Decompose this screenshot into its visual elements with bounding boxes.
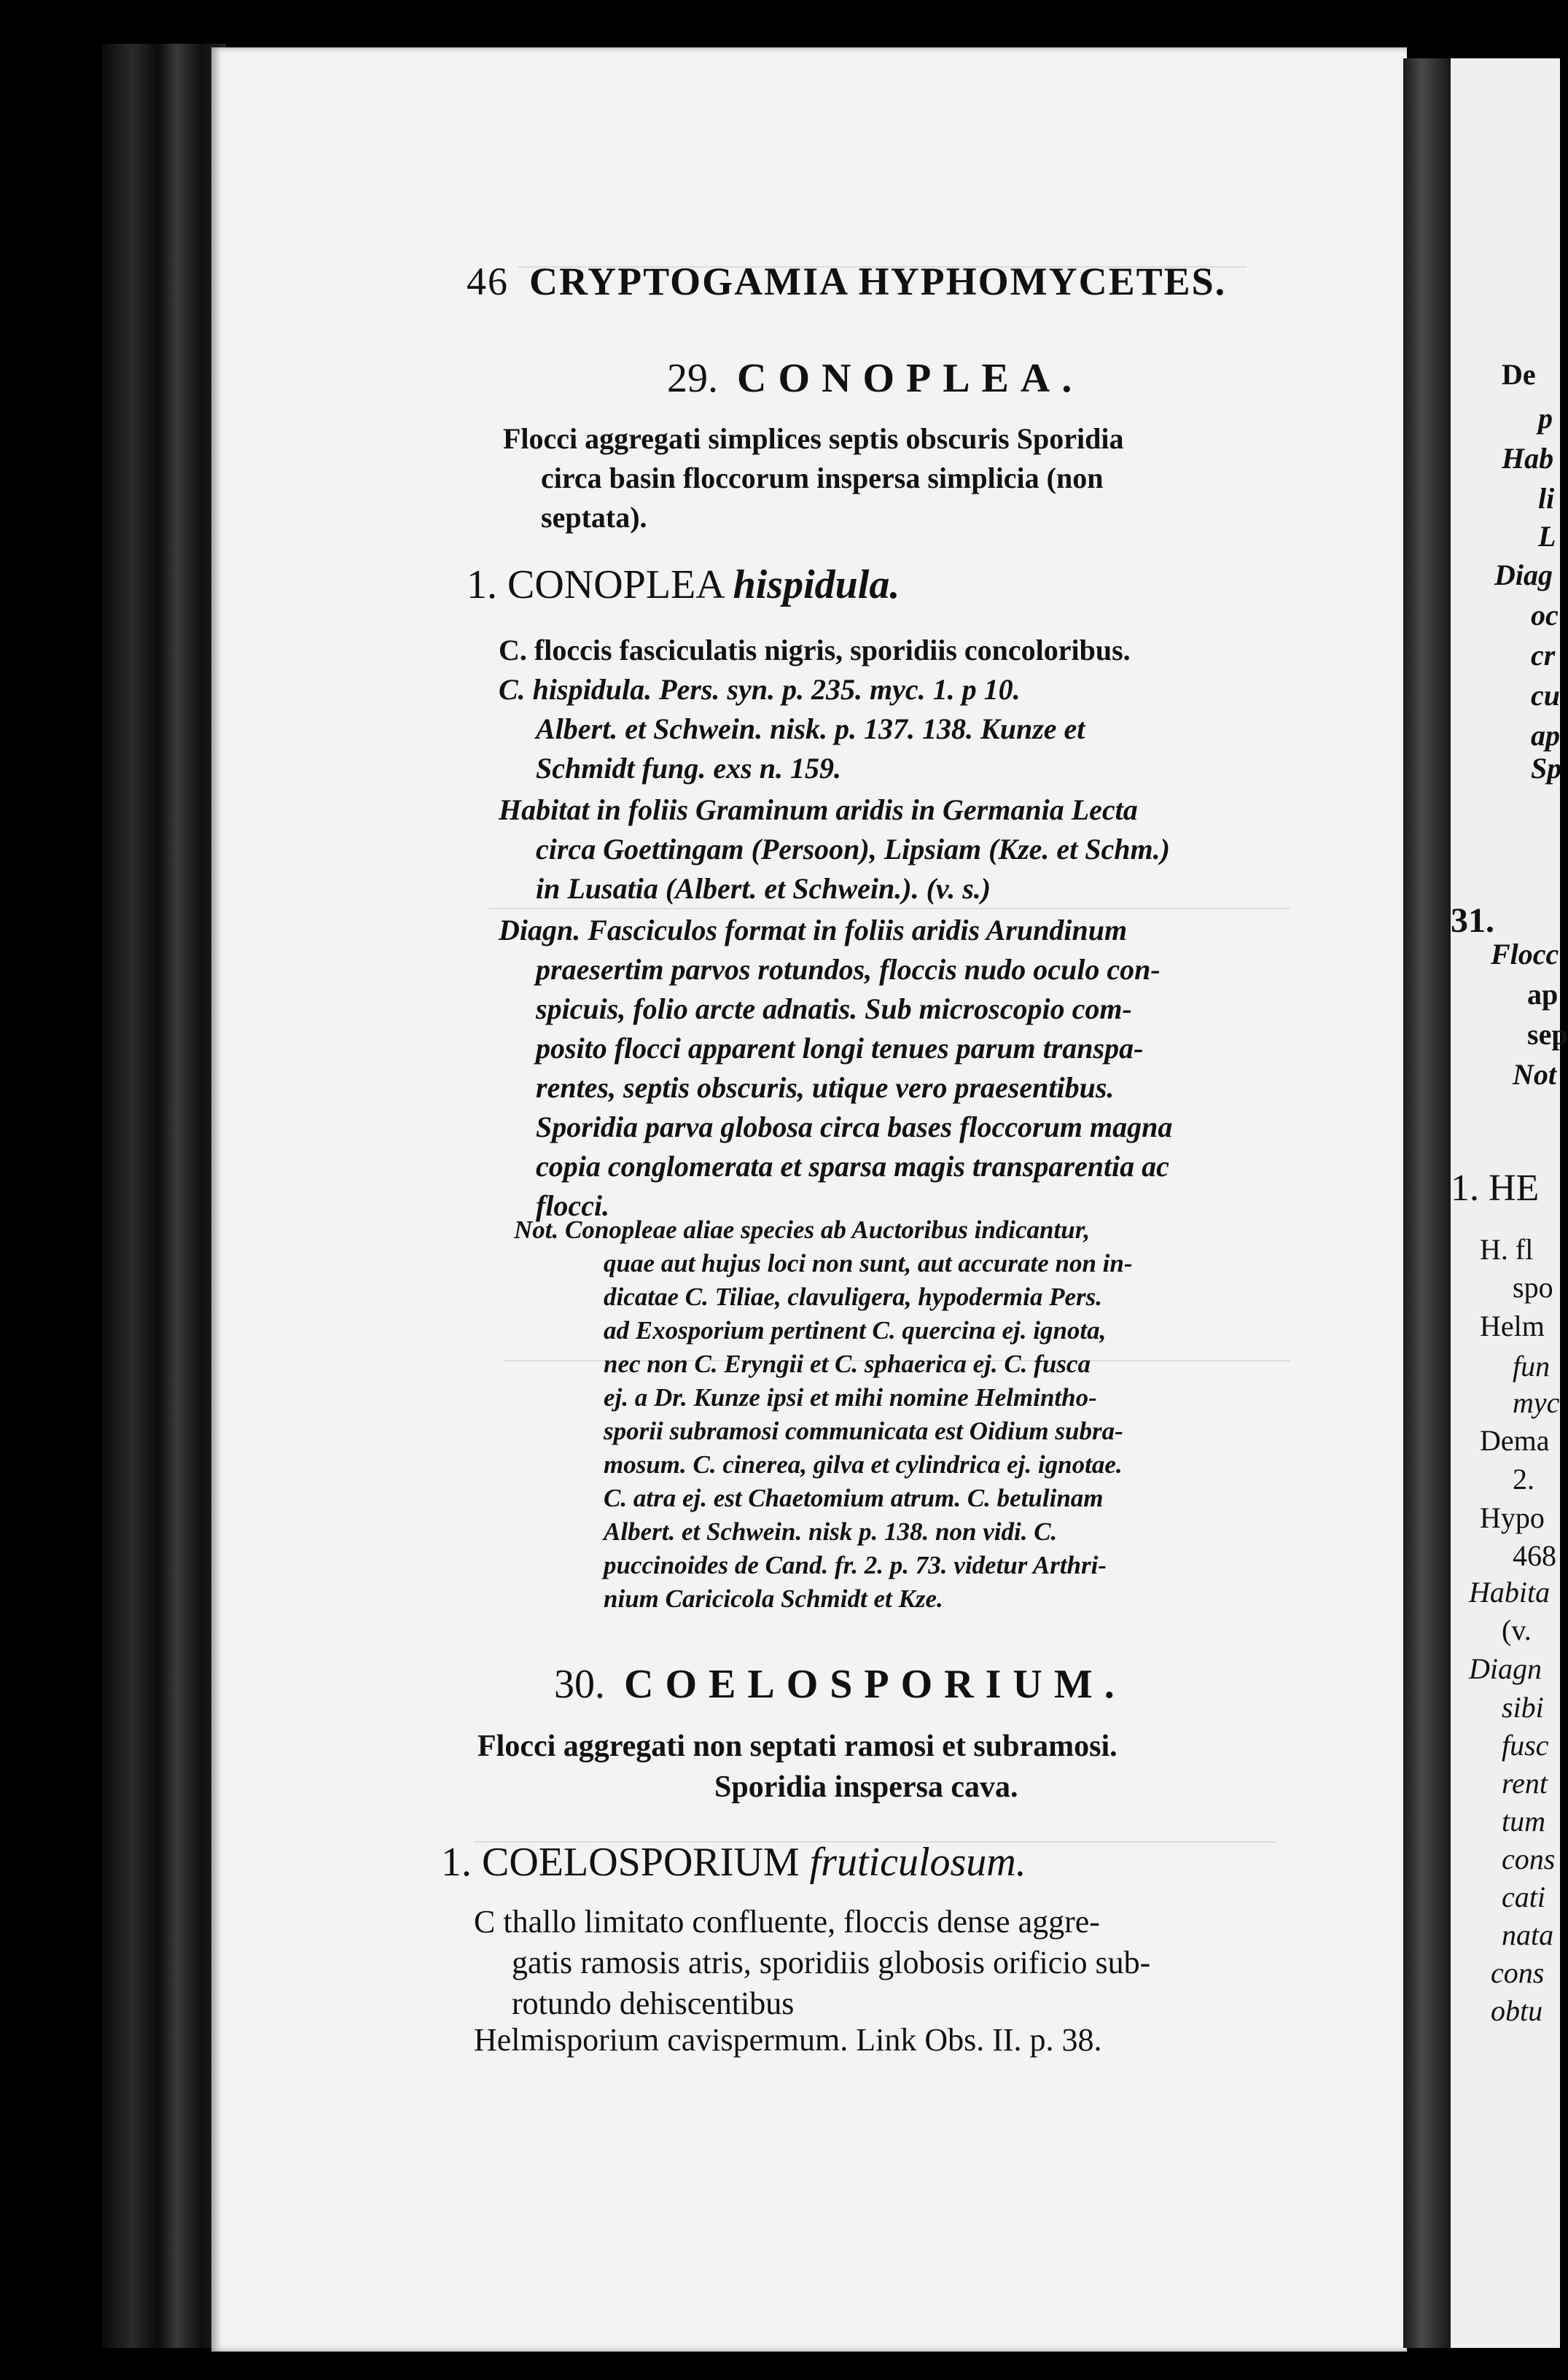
genus-diagnosis-line: circa basin floccorum inspersa simplicia (non (541, 462, 1104, 494)
note-line: nec non C. Eryngii et C. sphaerica ej. C. fusca (604, 1350, 1091, 1378)
facing-page-fragment: Not (1513, 1058, 1556, 1091)
species-number: 1. (467, 562, 497, 607)
facing-page-fragment: Sp (1531, 752, 1562, 785)
species-genus: CONOPLEA (507, 562, 723, 607)
note-line: ad Exosporium pertinent C. quercina ej. ignota, (604, 1316, 1107, 1345)
facing-page-fragment: rent (1502, 1767, 1548, 1800)
facing-page-fragment: Diag (1494, 559, 1553, 591)
facing-page-fragment: Hypo (1480, 1501, 1545, 1534)
facing-page-fragment: obtu (1491, 1994, 1543, 2027)
genus-name: CONOPLEA. (737, 356, 1084, 401)
facing-page-fragment: cu (1531, 679, 1560, 712)
genus-number: 29. (667, 356, 718, 401)
facing-page-fragment: H. fl (1480, 1233, 1534, 1266)
species-epithet: hispidula. (733, 562, 900, 607)
facing-page-fragment: oc (1531, 599, 1559, 631)
note-line: puccinoides de Cand. fr. 2. p. 73. videtur Arthri- (604, 1551, 1107, 1579)
habitat-line: Habitat in foliis Graminum aridis in Germania Lecta (499, 793, 1138, 826)
note-line: ej. a Dr. Kunze ipsi et mihi nomine Helmintho- (604, 1383, 1097, 1412)
facing-page-fragment: Diagn (1469, 1652, 1542, 1685)
species-description-line: gatis ramosis atris, sporidiis globosis orificio sub- (512, 1945, 1151, 1980)
diagnosis-line: spicuis, folio arcte adnatis. Sub microscopio com- (536, 992, 1132, 1025)
facing-page-fragment: Habita (1469, 1576, 1551, 1609)
facing-page-fragment: 2. (1513, 1463, 1534, 1496)
genus-heading (554, 1661, 1126, 1708)
habitat-line: circa Goettingam (Persoon), Lipsiam (Kze. et Schm.) (536, 833, 1170, 866)
facing-page-fragment: L (1538, 520, 1556, 553)
diagnosis-line: Diagn. Fasciculos format in foliis aridis Arundinum (499, 914, 1128, 946)
species-heading (467, 561, 900, 608)
facing-page-fragment: Dema (1480, 1424, 1550, 1457)
note-line: quae aut hujus loci non sunt, aut accurate non in- (604, 1249, 1133, 1278)
species-genus: COELOSPORIUM (482, 1840, 800, 1885)
species-heading (441, 1839, 1026, 1886)
facing-page-fragment: myc (1513, 1386, 1560, 1419)
facing-page-fragment: ap (1531, 719, 1560, 752)
running-header (467, 259, 1226, 304)
note-line: mosum. C. cinerea, gilva et cylindrica ej. ignotae. (604, 1450, 1123, 1479)
facing-page-fragment: 468 (1513, 1539, 1556, 1572)
facing-page-fragment: cons (1491, 1956, 1545, 1989)
facing-page-fragment: ap (1527, 978, 1559, 1011)
facing-page-fragment: fun (1513, 1350, 1551, 1382)
note-line: nium Caricicola Schmidt et Kze. (604, 1584, 943, 1613)
diagnosis-line: flocci. (536, 1189, 610, 1222)
facing-page-fragment: spo (1513, 1271, 1553, 1304)
species-epithet: fruticulosum. (809, 1840, 1026, 1885)
habitat-line: in Lusatia (Albert. et Schwein.). (v. s.) (536, 872, 991, 905)
genus-diagnosis-line: Flocci aggregati non septati ramosi et subramosi. (477, 1730, 1118, 1763)
book-edge-left (102, 44, 226, 2348)
facing-page-fragment: cati (1502, 1881, 1545, 1913)
facing-page-fragment: li (1538, 482, 1555, 515)
running-title: CRYPTOGAMIA HYPHOMYCETES. (529, 260, 1227, 303)
facing-page-fragment: (v. (1502, 1614, 1532, 1646)
species-description-line: rotundo dehiscentibus (512, 1986, 795, 2021)
note-line: sporii subramosi communicata est Oidium subra- (604, 1417, 1123, 1445)
facing-page-fragment: Hab (1502, 442, 1554, 475)
species-description-line: C thallo limitato confluente, floccis dense aggre- (474, 1904, 1100, 1940)
diagnosis-line: posito flocci apparent longi tenues parum transpa- (536, 1032, 1144, 1065)
genus-number: 30. (554, 1662, 605, 1707)
genus-diagnosis-line: Sporidia inspersa cava. (714, 1770, 1018, 1804)
diagnosis-line: copia conglomerata et sparsa magis transparentia ac (536, 1150, 1169, 1183)
note-line: dicatae C. Tiliae, clavuligera, hypodermia Pers. (604, 1283, 1103, 1311)
species-description-line: Albert. et Schwein. nisk. p. 137. 138. Kunze et (536, 712, 1085, 745)
diagnosis-line: Sporidia parva globosa circa bases floccorum magna (536, 1111, 1173, 1143)
facing-page-fragment: 31. (1451, 901, 1494, 940)
facing-page-fragment: tum (1502, 1805, 1545, 1838)
facing-page-fragment: 1. HE (1451, 1167, 1540, 1209)
genus-heading (667, 355, 1083, 402)
facing-page-fragment: cr (1531, 639, 1556, 672)
species-description-line: Schmidt fung. exs n. 159. (536, 752, 841, 785)
facing-page-fragment: fusc (1502, 1729, 1549, 1762)
genus-name: COELOSPORIUM. (624, 1662, 1126, 1707)
facing-page-fragment: nata (1502, 1918, 1554, 1951)
note-line: C. atra ej. est Chaetomium atrum. C. betulinam (604, 1484, 1104, 1512)
facing-page-fragment: De (1502, 358, 1536, 391)
note-line: Not. Conopleae aliae species ab Auctoribus indicantur, (514, 1216, 1091, 1244)
facing-page-fragment: Helm (1480, 1310, 1545, 1342)
facing-page-fragment: Flocc (1491, 938, 1559, 971)
genus-diagnosis-line: Flocci aggregati simplices septis obscuris Sporidia (503, 422, 1124, 455)
facing-page-fragment: sibi (1502, 1691, 1544, 1724)
species-number: 1. (441, 1840, 472, 1885)
diagnosis-line: praesertim parvos rotundos, floccis nudo oculo con- (536, 953, 1161, 986)
species-description-line: Helmisporium cavispermum. Link Obs. II. p. 38. (474, 2022, 1102, 2058)
species-description-line: C. floccis fasciculatis nigris, sporidiis concoloribus. (499, 634, 1131, 666)
facing-page-fragment: p (1538, 402, 1553, 435)
note-line: Albert. et Schwein. nisk p. 138. non vidi. C. (604, 1517, 1058, 1546)
diagnosis-line: rentes, septis obscuris, utique vero praesentibus. (536, 1071, 1115, 1104)
page-number: 46 (467, 260, 509, 303)
facing-page-fragment: sep (1527, 1018, 1568, 1051)
facing-page-fragment: cons (1502, 1843, 1556, 1875)
genus-diagnosis-line: septata). (541, 501, 647, 534)
book-gutter (1403, 58, 1454, 2348)
species-description-line: C. hispidula. Pers. syn. p. 235. myc. 1. p 10. (499, 673, 1021, 706)
